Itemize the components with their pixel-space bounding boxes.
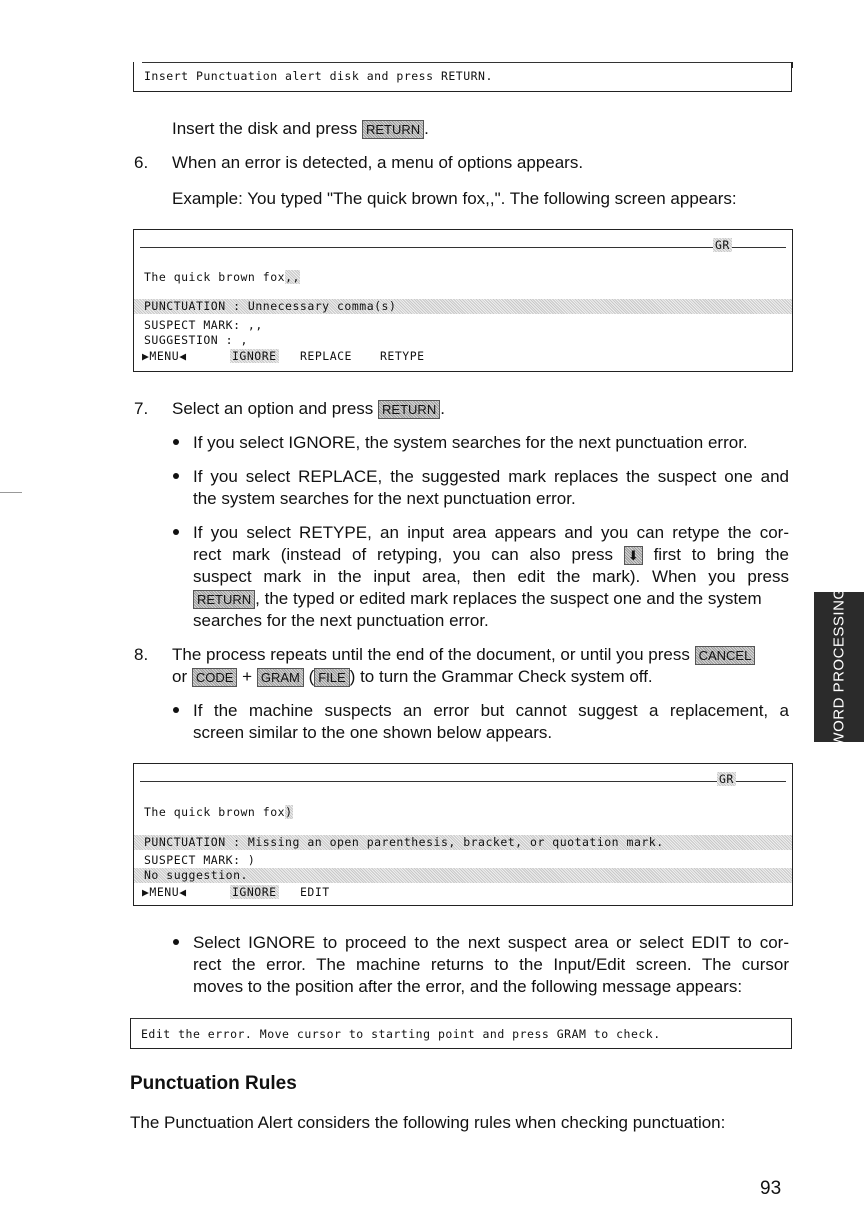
suggestion-line: SUGGESTION : ,: [144, 333, 248, 347]
menu-option-edit[interactable]: EDIT: [300, 885, 330, 899]
code-key: CODE: [192, 668, 238, 687]
screen-text-line: The quick brown fox,,: [144, 270, 300, 284]
alert-line: PUNCTUATION : Unnecessary comma(s): [134, 299, 792, 314]
bullet-icon: [173, 939, 179, 945]
bullet-nosuggest-line2: screen similar to the one shown below appears.: [193, 723, 553, 742]
bullet-retype-line2: rect mark (instead of retyping, you can also press ⬇ first to bring the: [193, 545, 789, 564]
bullet-retype-line3: suspect mark in the input area, then edit the mark). When you press: [193, 567, 789, 586]
bullet-edit-line2: rect the error. The machine returns to the Input/Edit screen. The cursor: [193, 955, 789, 974]
bullet-retype-line4: RETURN , the typed or edited mark replaces the suspect one and the system: [193, 588, 762, 610]
cancel-key: CANCEL: [695, 646, 756, 665]
return-key: RETURN: [193, 590, 255, 609]
step8-line1: The process repeats until the end of the document, or until you press CANCEL: [172, 644, 755, 666]
screen-example-1: [133, 229, 793, 372]
bullet-replace-line1: If you select REPLACE, the suggested mark replaces the suspect one and: [193, 467, 789, 486]
top-message-box: [133, 62, 792, 92]
example-line: Example: You typed "The quick brown fox,,". The following screen appears:: [172, 189, 737, 208]
bullet-ignore-text: If you select IGNORE, the system searches for the next punctuation error.: [193, 433, 748, 452]
margin-mark: [0, 492, 22, 493]
section-heading: Punctuation Rules: [130, 1073, 297, 1094]
bullet-edit-line1: Select IGNORE to proceed to the next suspect area or select EDIT to cor-: [193, 933, 789, 952]
bullet-icon: [173, 707, 179, 713]
bullet-nosuggest-line1: If the machine suspects an error but cannot suggest a replacement, a: [193, 701, 789, 720]
return-key: RETURN: [362, 120, 424, 139]
suspect-mark-line: SUSPECT MARK: ,,: [144, 318, 263, 332]
section-intro-text: The Punctuation Alert considers the following rules when checking punctuation:: [130, 1113, 726, 1132]
no-suggestion-line: No suggestion.: [134, 868, 792, 883]
menu-label: ▶MENU◀: [142, 349, 187, 363]
bullet-icon: [173, 473, 179, 479]
step6-text: When an error is detected, a menu of options appears.: [172, 153, 584, 172]
cursor-highlight: ,,: [285, 270, 300, 284]
bullet-edit-line3: moves to the position after the error, and the following message appears:: [193, 977, 743, 996]
alert-line: PUNCTUATION : Missing an open parenthesis, bracket, or quotation mark.: [134, 835, 792, 850]
screen-text-line: The quick brown fox): [144, 805, 293, 819]
step7-text: Select an option and press RETURN .: [172, 399, 445, 418]
bottom-message-text: Edit the error. Move cursor to starting point and press GRAM to check.: [141, 1027, 661, 1041]
insert-disk-line: Insert the disk and press RETURN .: [172, 119, 429, 138]
bullet-icon: [173, 439, 179, 445]
bullet-icon: [173, 529, 179, 535]
top-message-text: Insert Punctuation alert disk and press RETURN.: [144, 69, 493, 83]
screen-example-2: [133, 763, 793, 906]
menu-option-replace[interactable]: REPLACE: [300, 349, 352, 363]
step-number: 8.: [134, 645, 149, 664]
step8-line2: or CODE + GRAM ( FILE ) to turn the Grammar Check system off.: [172, 667, 653, 686]
bullet-retype-line5: searches for the next punctuation error.: [193, 611, 489, 630]
section-side-tab: [814, 587, 864, 747]
side-tab-label: WORD PROCESSING: [830, 587, 848, 747]
cursor-highlight: ): [285, 805, 293, 819]
gr-indicator: GR: [715, 238, 730, 252]
menu-option-ignore[interactable]: IGNORE: [232, 349, 277, 363]
menu-option-ignore[interactable]: IGNORE: [232, 885, 277, 899]
down-arrow-key-icon: ⬇: [624, 546, 643, 565]
menu-label: ▶MENU◀: [142, 885, 187, 899]
step-number: 6.: [134, 153, 149, 172]
gram-key: GRAM: [257, 668, 304, 687]
menu-option-retype[interactable]: RETYPE: [380, 349, 425, 363]
return-key: RETURN: [378, 400, 440, 419]
file-key: FILE: [314, 668, 349, 687]
bullet-replace-line2: the system searches for the next punctuation error.: [193, 489, 576, 508]
bottom-message-box: [130, 1018, 792, 1049]
step-number: 7.: [134, 399, 149, 418]
bullet-retype-line1: If you select RETYPE, an input area appears and you can retype the cor-: [193, 523, 789, 542]
page-number: 93: [760, 1178, 782, 1199]
gr-indicator: GR: [719, 772, 734, 786]
suspect-mark-line: SUSPECT MARK: ): [144, 853, 256, 867]
